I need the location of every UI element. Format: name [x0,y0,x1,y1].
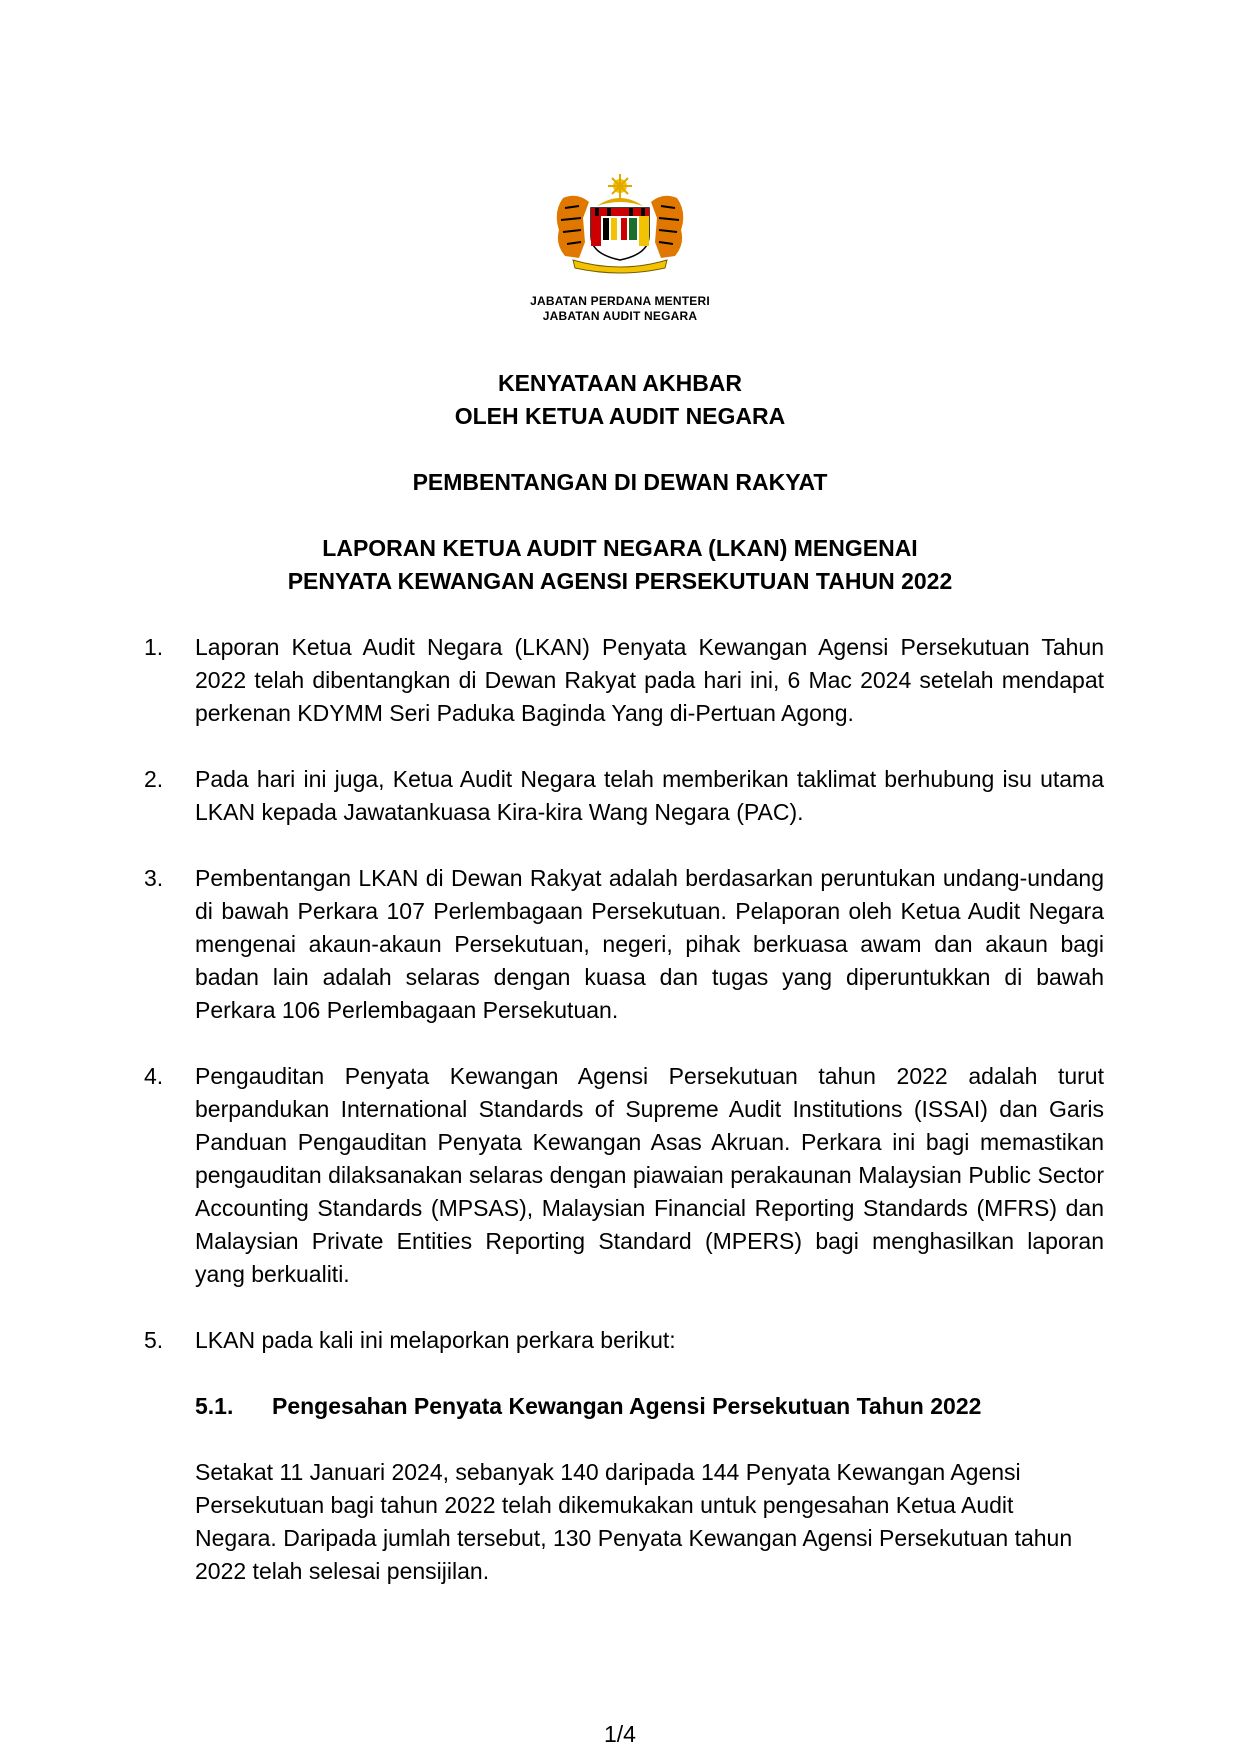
paragraph-number: 2. [144,766,164,792]
subsection-text: Setakat 11 Januari 2024, sebanyak 140 daripada 144 Penyata Kewangan Agensi Persekutuan bagi tahun 2022 telah dikemukakan untuk pengesahan Ketua Audit Negara. Daripada jumlah tersebut, 130 Penyata Kewangan Agensi Persekutuan tahun 2022 telah selesai pensijilan. [195,1459,1073,1584]
paragraph-number: 5. [144,1327,164,1353]
paragraph-text: Pada hari ini juga, Ketua Audit Negara telah memberikan taklimat berhubung isu utama LKAN kepada Jawatankuasa Kira-kira Wang Negara (PAC). [195,766,1104,825]
paragraph-number: 3. [144,865,164,891]
document-title: KENYATAAN AKHBAR [497,370,743,396]
paragraph-number: 4. [144,1063,164,1089]
paragraph-text: Pengauditan Penyata Kewangan Agensi Persekutuan tahun 2022 adalah turut berpandukan International Standards of Supreme Audit Institutions (ISSAI) dan Garis Panduan Pengauditan Penyata Kewangan Asas Akruan. Perkara ini bagi memastikan pengauditan dilaksanakan selaras dengan piawaian perakaunan Malaysian Public Sector Accounting Standards (MPSAS), Malaysian Financial Reporting Standards (MFRS) dan Malaysian Private Entities Reporting Standard (MPERS) bagi menghasilkan laporan yang berkualiti. [195,1063,1104,1287]
paragraph-text: Laporan Ketua Audit Negara (LKAN) Penyata Kewangan Agensi Persekutuan Tahun 2022 telah dibentangkan di Dewan Rakyat pada hari ini, 6 Mac 2024 setelah mendapat perkenan KDYMM Seri Paduka Baginda Yang di-Pertuan Agong. [195,634,1104,726]
paragraph-number: 1. [144,634,164,660]
report-title-line2: PENYATA KEWANGAN AGENSI PERSEKUTUAN TAHUN 2022 [287,568,953,594]
paragraph-text: Pembentangan LKAN di Dewan Rakyat adalah berdasarkan peruntukan undang-undang di bawah Perkara 107 Perlembagaan Persekutuan. Pelaporan oleh Ketua Audit Negara mengenai akaun-akaun Persekutuan, negeri, pihak berkuasa awam dan akaun bagi badan lain adalah selaras dengan kuasa dan tugas yang diperuntukkan di bawah Perkara 106 Perlembagaan Persekutuan. [195,865,1104,1023]
agency-name-line1: JABATAN PERDANA MENTERI [530,294,710,308]
document-subtitle: OLEH KETUA AUDIT NEGARA [454,403,786,429]
coat-of-arms-logo [545,172,695,274]
report-title-line1: LAPORAN KETUA AUDIT NEGARA (LKAN) MENGENAI [322,535,918,561]
paragraph-text: LKAN pada kali ini melaporkan perkara berikut: [195,1327,676,1353]
section-heading: PEMBENTANGAN DI DEWAN RAKYAT [412,469,828,495]
page-number: 1/4 [604,1721,636,1747]
agency-name-line2: JABATAN AUDIT NEGARA [542,309,698,323]
subsection-number: 5.1. [195,1393,234,1419]
subsection-title: Pengesahan Penyata Kewangan Agensi Persekutuan Tahun 2022 [272,1393,982,1419]
